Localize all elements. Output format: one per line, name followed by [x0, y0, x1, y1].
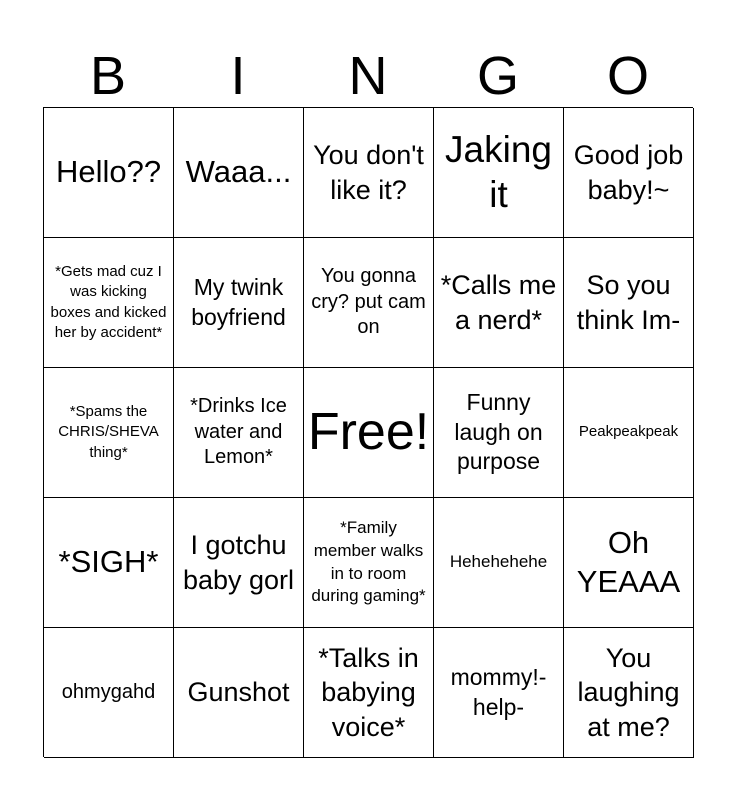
header-letter-i: I	[230, 46, 246, 106]
cell-text: Peakpeakpeak	[578, 423, 679, 441]
bingo-cell[interactable]	[564, 498, 694, 628]
bingo-cell[interactable]	[434, 628, 564, 758]
bingo-cell[interactable]	[434, 498, 564, 628]
cell-text: mommy!- help-	[450, 664, 547, 720]
cell-text: Funny laugh on purpose	[454, 389, 543, 475]
cell-text: Hello??	[55, 154, 162, 190]
bingo-cell[interactable]	[434, 108, 564, 238]
bingo-cell[interactable]	[564, 368, 694, 498]
cell-text: *Family member walks in to room during gaming*	[311, 517, 426, 606]
bingo-board	[43, 107, 693, 757]
bingo-cell[interactable]	[304, 498, 434, 628]
bingo-header	[43, 44, 693, 108]
bingo-cell[interactable]	[44, 238, 174, 368]
cell-text: So you think Im-	[576, 269, 681, 335]
bingo-cell[interactable]	[174, 238, 304, 368]
bingo-cell[interactable]	[434, 238, 564, 368]
cell-text: You gonna cry? put cam on	[311, 265, 426, 339]
bingo-cell[interactable]	[44, 108, 174, 238]
cell-text: Free!	[307, 402, 430, 461]
bingo-cell[interactable]	[44, 498, 174, 628]
bingo-cell[interactable]	[434, 368, 564, 498]
cell-text: ohmygahd	[61, 680, 156, 703]
cell-text: *Gets mad cuz I was kicking boxes and kicked her by accident*	[50, 263, 167, 341]
cell-text: Hehehehehe	[449, 552, 548, 572]
header-letter-n: N	[348, 46, 388, 106]
free-space[interactable]	[304, 368, 434, 498]
cell-text: *Talks in babying voice*	[318, 642, 419, 742]
bingo-cell[interactable]	[304, 238, 434, 368]
bingo-cell[interactable]	[564, 628, 694, 758]
bingo-cell[interactable]	[304, 628, 434, 758]
cell-text: Good job baby!~	[573, 139, 684, 205]
bingo-cell[interactable]	[44, 628, 174, 758]
header-letter-o: O	[606, 46, 649, 106]
cell-text: Waaa...	[185, 154, 292, 190]
cell-text: *Spams the CHRIS/SHEVA thing*	[58, 403, 159, 461]
bingo-cell[interactable]	[174, 498, 304, 628]
header-letter-b: B	[89, 46, 127, 106]
cell-text: You don't like it?	[313, 139, 424, 205]
cell-text: I gotchu baby gorl	[182, 529, 295, 595]
bingo-cell[interactable]	[564, 108, 694, 238]
cell-text: You laughing at me?	[577, 642, 680, 742]
bingo-cell[interactable]	[174, 108, 304, 238]
bingo-cell[interactable]	[174, 368, 304, 498]
header-letter-g: G	[476, 46, 519, 106]
cell-text: *SIGH*	[58, 544, 159, 580]
cell-text: Jaking it	[445, 129, 552, 215]
cell-text: Oh YEAAA	[576, 524, 681, 599]
bingo-cell[interactable]	[304, 108, 434, 238]
bingo-cell[interactable]	[564, 238, 694, 368]
cell-text: *Calls me a nerd*	[440, 269, 557, 335]
cell-text: *Drinks Ice water and Lemon*	[190, 395, 287, 469]
bingo-cell[interactable]	[44, 368, 174, 498]
bingo-cell[interactable]	[174, 628, 304, 758]
cell-text: Gunshot	[187, 677, 290, 708]
cell-text: My twink boyfriend	[191, 274, 286, 330]
